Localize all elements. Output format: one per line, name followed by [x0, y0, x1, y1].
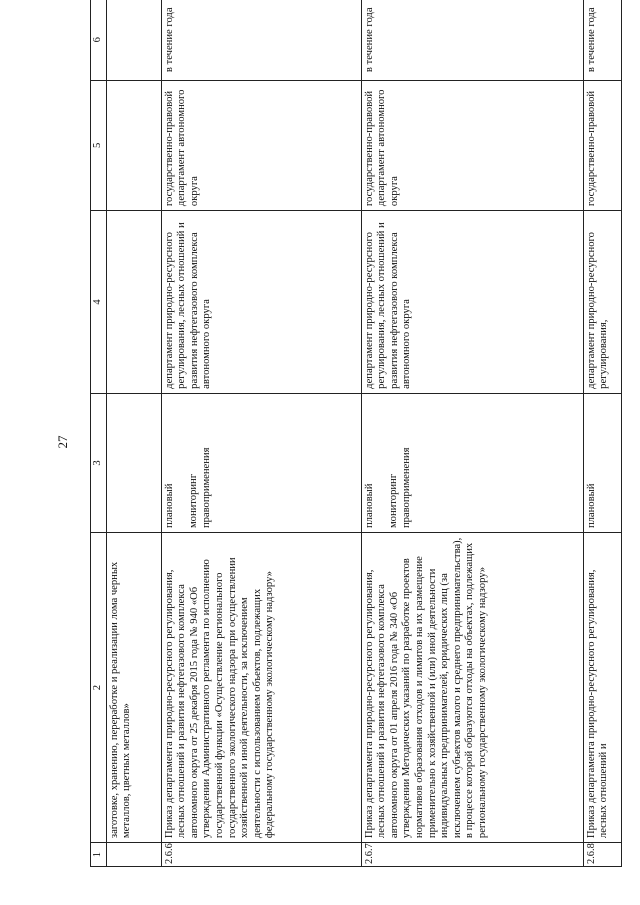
table-row-continuation [106, 0, 161, 867]
table-row-2-6-8 [583, 0, 621, 867]
table-row-2-6-7 [361, 0, 583, 867]
document-title: Приказ департамента природно-ресурсного регулирования, лесных отношений и [583, 533, 621, 843]
responsible-executor: департамент природно-ресурсного регулирования, лесных отношений и развития нефтегазового комплекса автономного округа [161, 211, 361, 394]
header-col-3: 3 [91, 393, 107, 532]
table-row-2-6-6 [161, 0, 361, 867]
row-number: 2.6.7 [361, 843, 583, 867]
header-col-2: 2 [91, 533, 107, 843]
document-title: Приказ департамента природно-ресурсного регулирования, лесных отношений и развития нефтегазового комплекса автономного округа от 25 декабря 2015 года № 940 «Об утверждении Административного регламента по исполнению государственной функции «Осуществление регионального государственного экологического надзора при осуществлении хозяйственной и иной деятельности, за исключением деятельности с использованием объектов, подлежащих федеральному государственному экологическому надзору» [161, 533, 361, 843]
control-type-planned: плановый [163, 483, 175, 529]
term: в течение года [161, 0, 361, 80]
control-type [161, 393, 361, 532]
header-row [91, 0, 107, 867]
control-type [361, 393, 583, 532]
header-col-1: 1 [91, 843, 107, 867]
control-type-planned: плановый [585, 483, 597, 529]
plan-table [90, 0, 622, 867]
document-title: Приказ департамента природно-ресурсного регулирования, лесных отношений и развития нефтегазового комплекса автономного округа от 01 апреля 2016 года № 340 «Об утверждении Методических указаний по разработке проектов нормативов образования отходов и лимитов на их размещение применительно к хозяйственной и (или) иной деятельности индивидуальных предпринимателей, юридических лиц (за исключением субъектов малого и среднего предпринимательства), в процессе которой образуются отходы на объектах, подлежащих региональному государственному экологическому надзору» [361, 533, 583, 843]
header-col-5: 5 [91, 80, 107, 211]
rotated-table-sheet [90, 0, 638, 867]
control-type-monitoring: мониторинг правоприменения [388, 447, 412, 529]
page-number: 27 [55, 435, 70, 449]
term: в течение года [583, 0, 621, 80]
term: в течение года [361, 0, 583, 80]
continuation-text: заготовке, хранению, переработке и реализации лома черных металлов, цветных металлов» [106, 533, 161, 843]
control-type [583, 393, 621, 532]
control-type-monitoring: мониторинг правоприменения [188, 447, 212, 529]
row-number: 2.6.8 [583, 843, 621, 867]
responsible-executor: департамент природно-ресурсного регулирования, лесных отношений и развития нефтегазового комплекса автономного округа [361, 211, 583, 394]
responsible-executor: департамент природно-ресурсного регулирования, [583, 211, 621, 394]
co-executor: государственно-правовой департамент автономного округа [361, 80, 583, 211]
header-col-6: 6 [91, 0, 107, 80]
control-type-planned: плановый [363, 483, 375, 529]
co-executor: государственно-правовой департамент автономного округа [161, 80, 361, 211]
header-col-4: 4 [91, 211, 107, 394]
co-executor: государственно-правовой [583, 80, 621, 211]
row-number: 2.6.6 [161, 843, 361, 867]
